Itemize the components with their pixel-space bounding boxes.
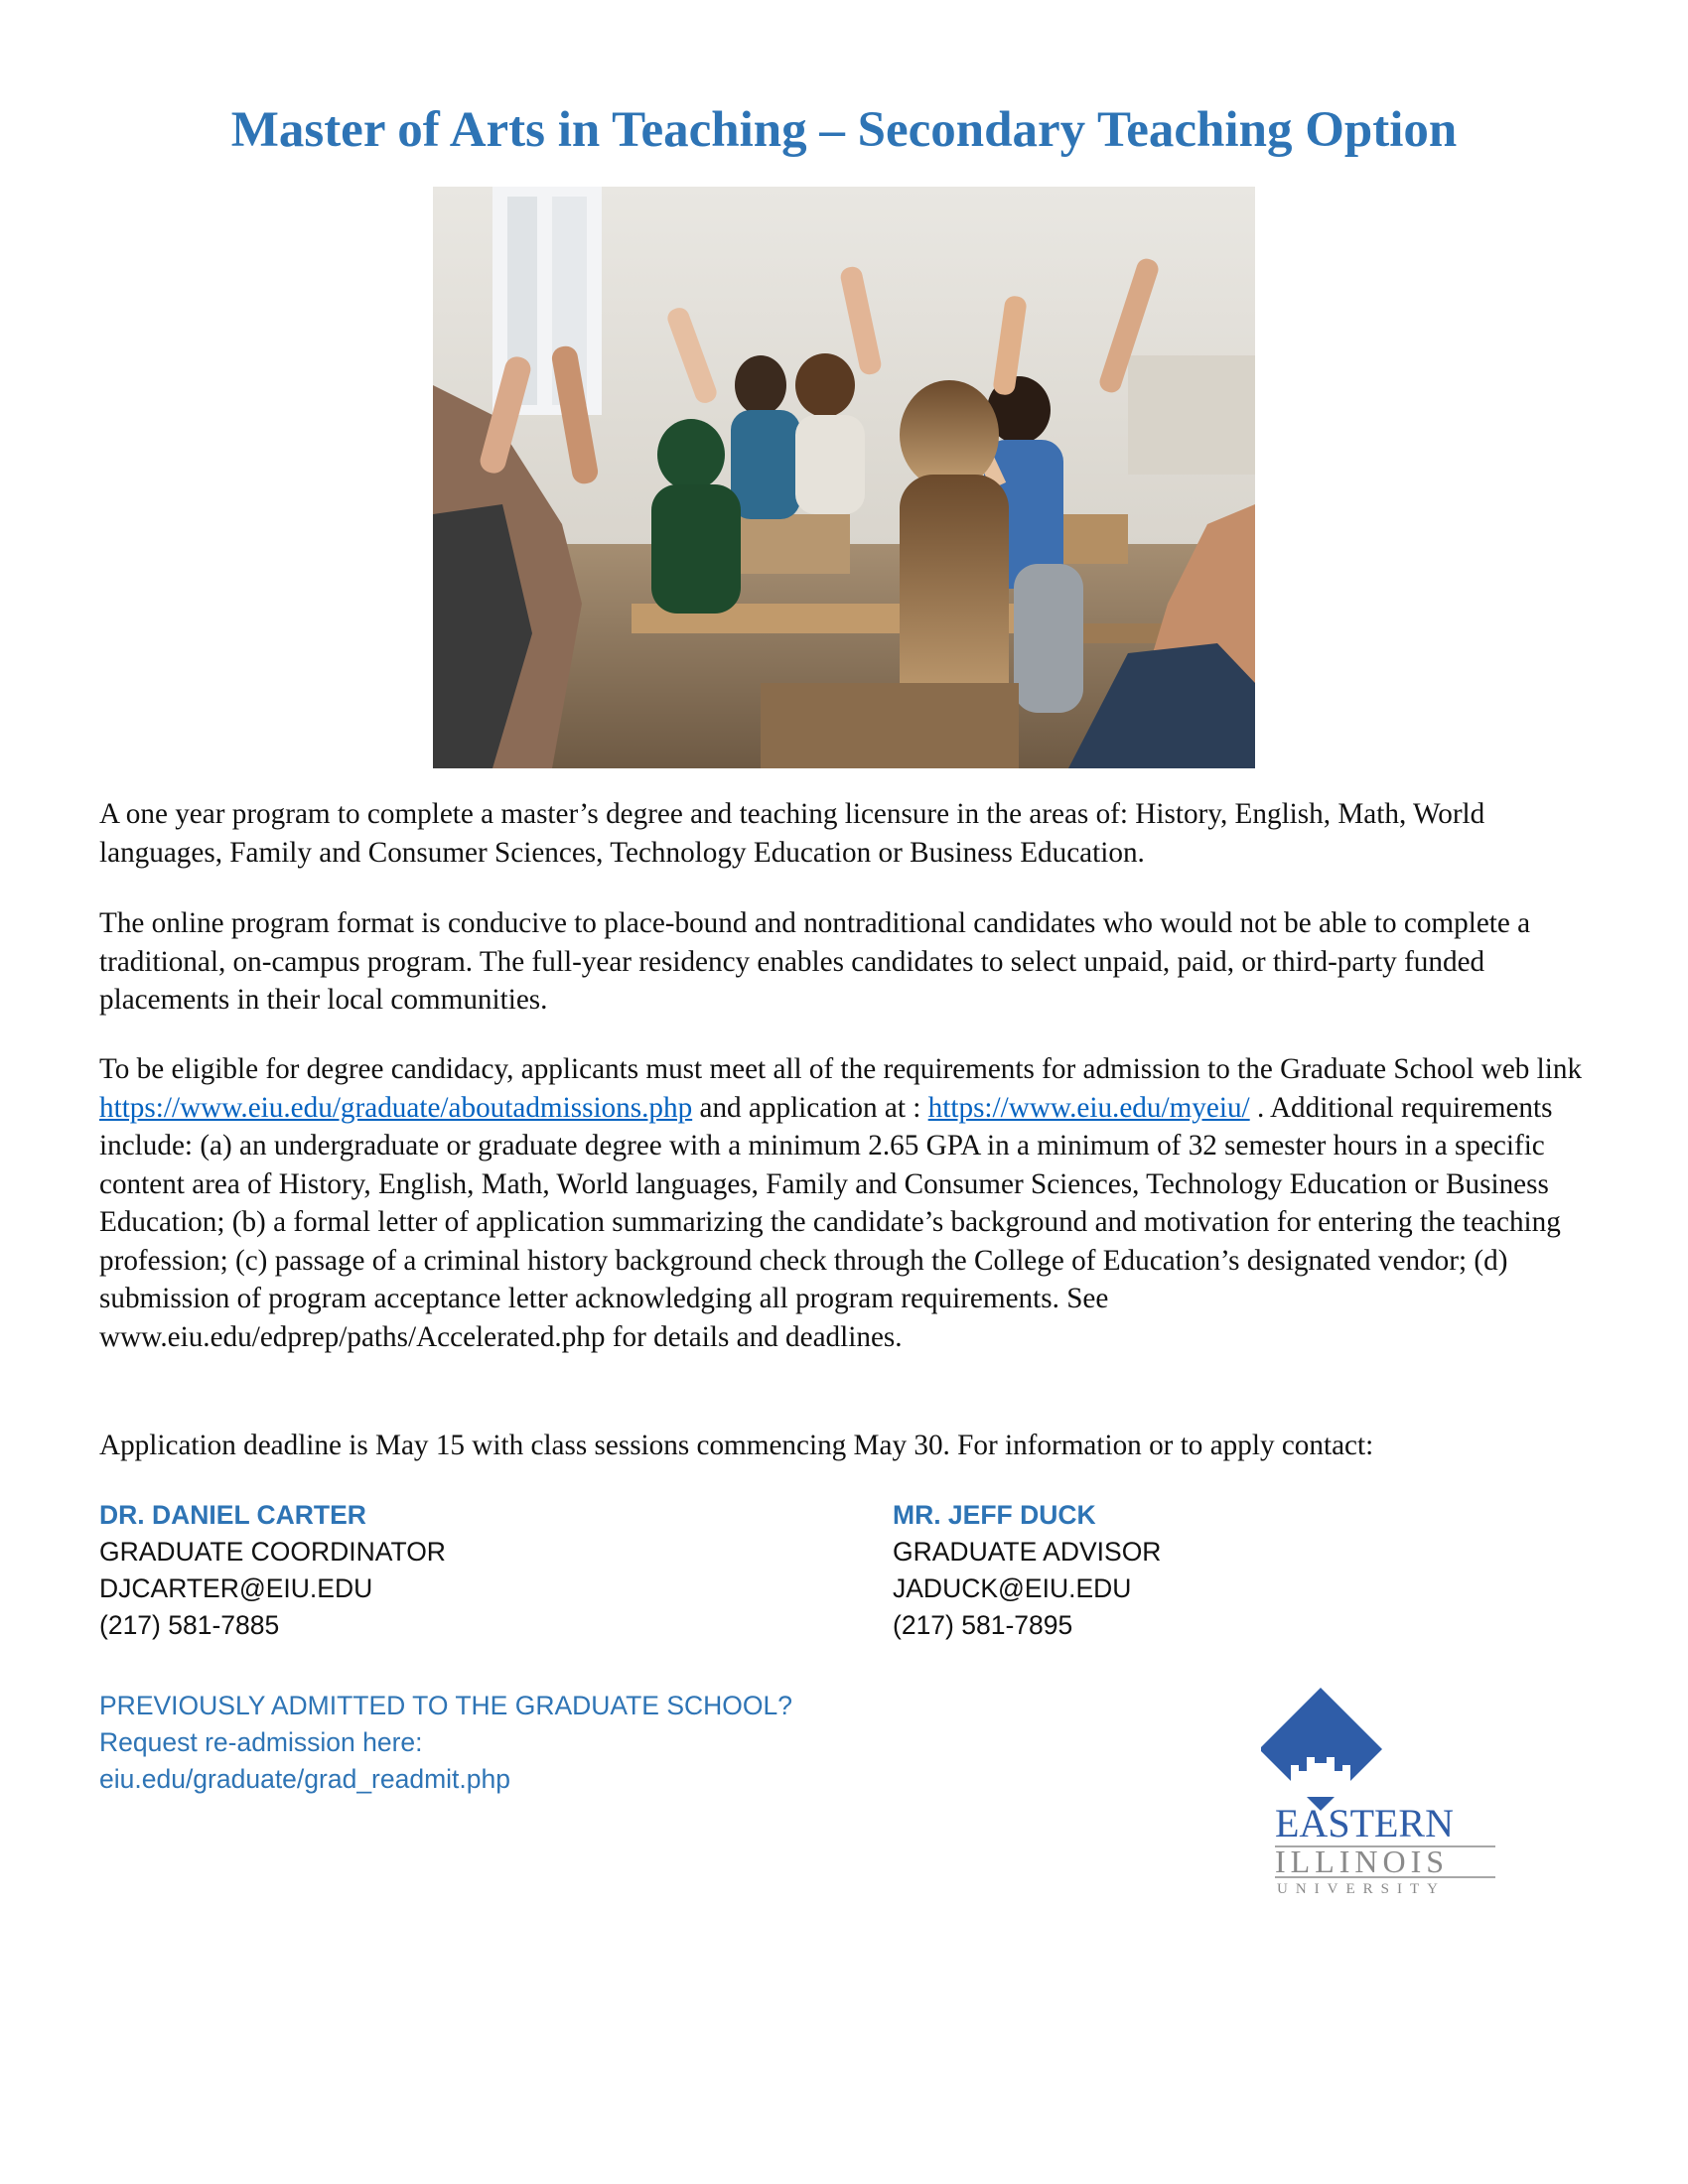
contact-email[interactable]: JADUCK@EIU.EDU — [893, 1573, 1132, 1603]
contact-coordinator — [99, 1497, 446, 1644]
eligibility-paragraph — [99, 1050, 1589, 1356]
eligibility-text-c: . Additional requirements include: (a) an undergraduate or graduate degree with a minimum 2.65 GPA in a minimum of 32 semester hours in a specific content area of History, English, Math, World languages, Family and Consumer Sciences, Technology Education or Business Education; (b) a formal letter of application summarizing the candidate’s background and motivation for entering the teaching profession; (c) passage of a criminal history background check through the College of Education’s designated vendor; (d) submission of program acceptance letter acknowledging all program requirements. See www.eiu.edu/edprep/paths/Accelerated.php for details and deadlines. — [99, 1091, 1561, 1353]
contact-name: MR. JEFF DUCK — [893, 1500, 1096, 1530]
contact-email[interactable]: DJCARTER@EIU.EDU — [99, 1573, 373, 1603]
admissions-link[interactable]: https://www.eiu.edu/graduate/aboutadmissions.php — [99, 1091, 693, 1124]
eligibility-text-a: To be eligible for degree candidacy, applicants must meet all of the requirements for admission to the Graduate School web link — [99, 1053, 1583, 1085]
contact-role: GRADUATE COORDINATOR — [99, 1537, 446, 1567]
page-title: Master of Arts in Teaching – Secondary Teaching Option — [230, 102, 1458, 158]
classroom-photo — [433, 187, 1255, 768]
logo-illinois: ILLINOIS — [1275, 1843, 1450, 1879]
eligibility-text-b: and application at : — [692, 1091, 928, 1124]
readmit-prompt: Request re-admission here: — [99, 1727, 423, 1757]
contact-phone: (217) 581-7895 — [893, 1610, 1073, 1640]
readmission-block — [99, 1688, 792, 1798]
logo-university: UNIVERSITY — [1277, 1881, 1446, 1896]
contact-name: DR. DANIEL CARTER — [99, 1500, 366, 1530]
format-paragraph: The online program format is conducive to place-bound and nontraditional candidates who would not be able to complete a traditional, on-campus program. The full-year residency enables candidates to select unpaid, paid, or third-party funded placements in their local communities. — [99, 907, 1531, 1016]
contact-role: GRADUATE ADVISOR — [893, 1537, 1162, 1567]
logo-eastern: EASTERN — [1275, 1801, 1454, 1845]
contact-phone: (217) 581-7885 — [99, 1610, 280, 1640]
intro-paragraph: A one year program to complete a master’s degree and teaching licensure in the areas of: History, English, Math, World languages, Family and Consumer Sciences, Technology Education or Business Education. — [99, 798, 1485, 869]
readmit-heading: PREVIOUSLY ADMITTED TO THE GRADUATE SCHOOL? — [99, 1691, 792, 1720]
myeiu-link[interactable]: https://www.eiu.edu/myeiu/ — [927, 1091, 1250, 1124]
deadline-paragraph: Application deadline is May 15 with class sessions commencing May 30. For information or to apply contact: — [99, 1430, 1374, 1461]
contact-advisor — [893, 1497, 1161, 1644]
eiu-logo — [1261, 1688, 1499, 1896]
readmit-link[interactable]: eiu.edu/graduate/grad_readmit.php — [99, 1764, 510, 1794]
